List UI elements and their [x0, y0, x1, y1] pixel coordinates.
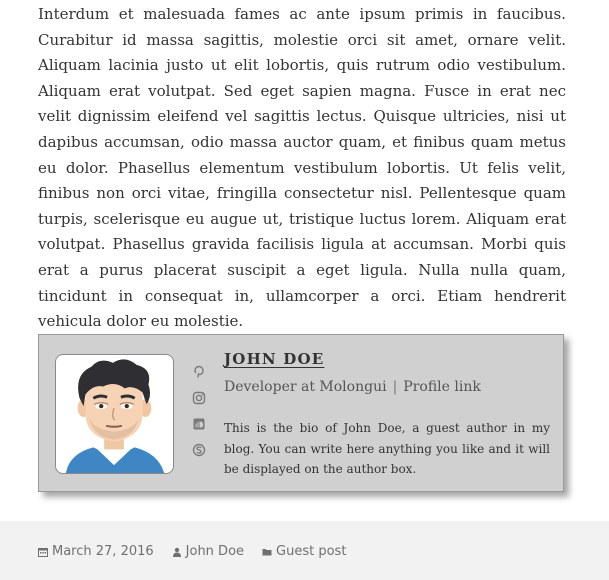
- post-author[interactable]: John Doe: [185, 544, 245, 559]
- soundcloud-icon[interactable]: [192, 417, 206, 431]
- entry-meta: [38, 544, 364, 559]
- post-date[interactable]: March 27, 2016: [52, 544, 154, 559]
- author-avatar[interactable]: [55, 354, 174, 474]
- avatar-illustration: [56, 355, 173, 473]
- post-category[interactable]: Guest post: [276, 544, 347, 559]
- calendar-icon: [38, 547, 48, 557]
- cat-links[interactable]: [262, 544, 346, 559]
- author-box: [38, 334, 564, 492]
- instagram-icon[interactable]: [192, 391, 206, 405]
- author-job: Developer at Molongui: [224, 379, 387, 395]
- job-separator: |: [392, 379, 398, 395]
- posted-on[interactable]: [38, 544, 154, 559]
- author-bio: This is the bio of John Doe, a guest author in my blog. You can write here anything you like and it will be displayed on the author box.: [224, 421, 550, 476]
- article-paragraph: Interdum et malesuada fames ac ante ipsum primis in faucibus. Curabitur id massa sagittis, molestie orci sit amet, ornare velit. Aliquam lacinia justo ut elit lobortis, quis rutrum odio vestibulum. Aliquam erat volutpat. Sed eget sapien magna. Fusce in erat nec velit dignissim eleifend vel sagittis lectus. Quisque ultricies, nisi ut dapibus accumsan, odio massa auctor quam, et finibus quam metus eu dolor. Phasellus elementum vestibulum lobortis. Ut felis velit, finibus non orci vitae, fringilla consectetur nisl. Pellentesque quam turpis, scelerisque eu augue ut, tristique luctus lorem. Aliquam erat volutpat. Phasellus gravida facilisis ligula at accumsan. Morbi quis erat a purus placerat suscipit a eget ligula. Nulla nulla quam, tincidunt in consequat in, ullamcorper a orci. Etiam hendrerit vehicula dolor eu molestie.: [38, 5, 566, 331]
- author-name[interactable]: JOHN DOE: [224, 350, 325, 368]
- byline[interactable]: [172, 544, 244, 559]
- user-icon: [172, 547, 182, 557]
- entry-footer: [0, 521, 609, 580]
- skype-icon[interactable]: [192, 443, 206, 457]
- folder-icon: [262, 547, 272, 557]
- profile-link[interactable]: Profile link: [403, 379, 481, 395]
- social-icons: [192, 365, 206, 457]
- author-job-line: [224, 379, 481, 395]
- pinterest-icon[interactable]: [192, 365, 206, 379]
